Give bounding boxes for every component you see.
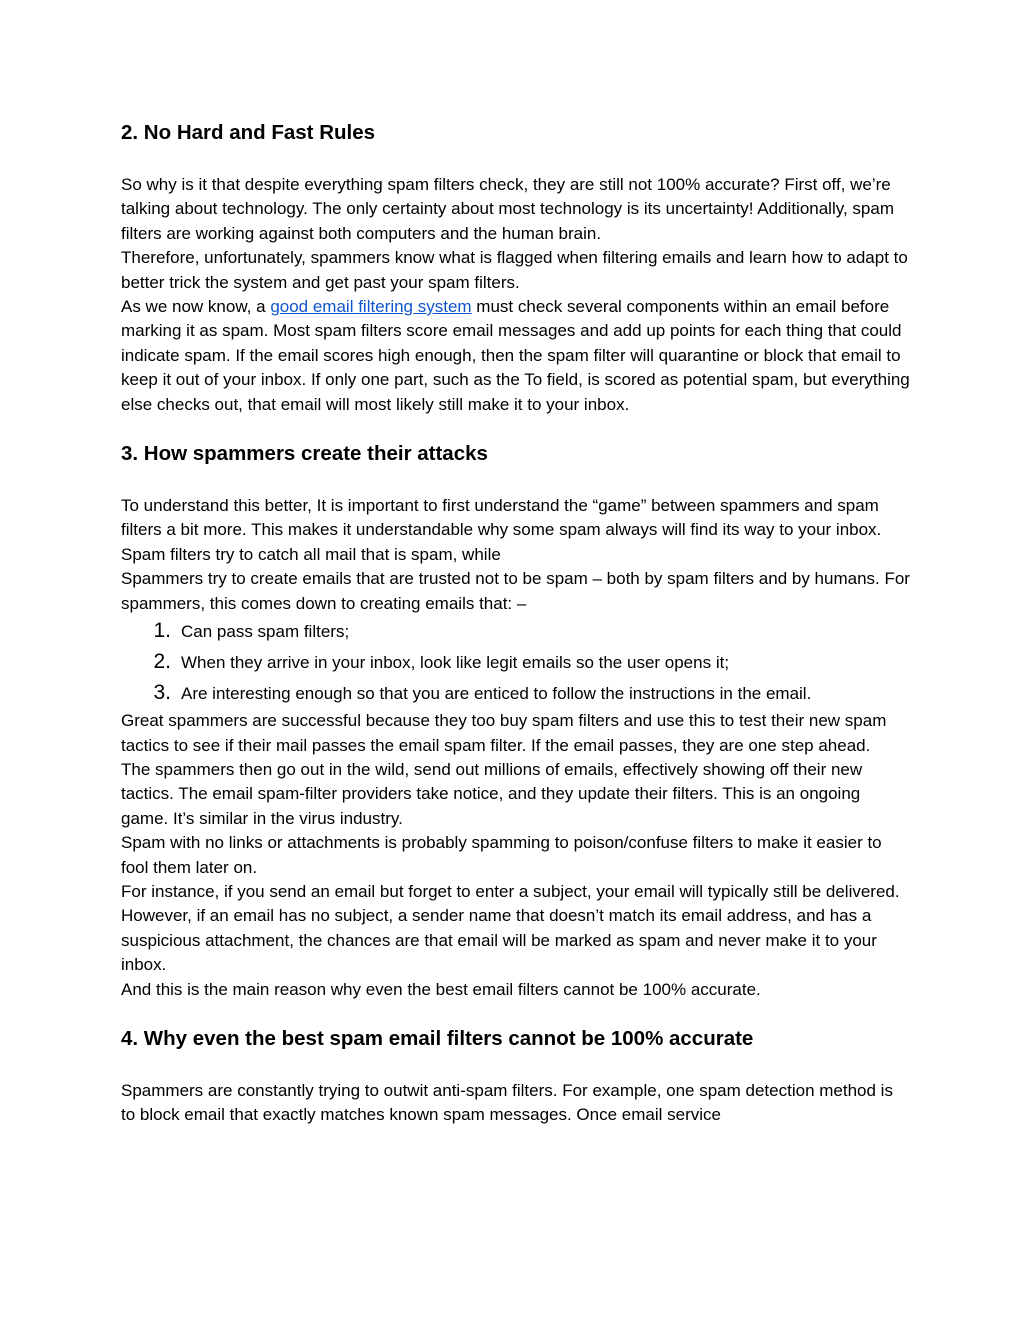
section-3-after-4: For instance, if you send an email but forget to enter a subject, your email will typically still be delivered. However, if an email has no subject, a sender name that doesn’t match its email address, and has a suspicious attachment, the chances are that email will be marked as spam and never make it to your inbox. bbox=[121, 881, 900, 975]
list-item bbox=[121, 647, 911, 678]
list-item-text: When they arrive in your inbox, look like legit emails so the user opens it; bbox=[181, 653, 730, 673]
section-3-after-1: Great spammers are successful because they too buy spam filters and use this to test their new spam tactics to see if their mail passes the email spam filter. If the email passes, they are one step ahead. bbox=[121, 711, 887, 755]
section-3-intro-1: To understand this better, It is important to first understand the “game” between spammers and spam filters a bit more. This makes it understandable why some spam always will find its way to your inbox. bbox=[121, 496, 882, 540]
section-2-paragraph-3-after: must check several components within an email before marking it as spam. Most spam filters score email messages and add up points for each thing that could indicate spam. If the email scores high enough, then the spam filter will quarantine or block that email to keep it out of your inbox. If only one part, such as the To field, is scored as potential spam, but everything else checks out, that email will most likely still make it to your inbox. bbox=[121, 297, 910, 414]
list-number: 2. bbox=[153, 650, 171, 674]
section-3-after-5: And this is the main reason why even the best email filters cannot be 100% accurate. bbox=[121, 979, 761, 999]
section-3-after-2: The spammers then go out in the wild, send out millions of emails, effectively showing off their new tactics. The email spam-filter providers take notice, and they update their filters. This is an ongoing game. It’s similar in the virus industry. bbox=[121, 759, 863, 828]
section-4-paragraph-1: Spammers are constantly trying to outwit anti-spam filters. For example, one spam detection method is to block email that exactly matches known spam messages. Once email service bbox=[121, 1080, 893, 1125]
section-3-intro-3: Spammers try to create emails that are trusted not to be spam – both by spam filters and by humans. For spammers, this comes down to creating emails that: – bbox=[121, 569, 910, 613]
list-number: 1. bbox=[153, 619, 171, 643]
section-3-heading: 3. How spammers create their attacks bbox=[121, 442, 488, 466]
list-item-text: Can pass spam filters; bbox=[181, 622, 350, 642]
section-2-paragraph-1: So why is it that despite everything spam filters check, they are still not 100% accurate? First off, we’re talking about technology. The only certainty about most technology is its uncertainty! Additionally, spam filters are working against both computers and the human brain. bbox=[121, 175, 894, 243]
list-item bbox=[121, 678, 911, 709]
good-email-filtering-system-link[interactable]: good email filtering system bbox=[270, 297, 472, 317]
spammer-goals-list bbox=[121, 616, 911, 709]
section-3-after-3: Spam with no links or attachments is probably spamming to poison/confuse filters to make it easier to fool them later on. bbox=[121, 833, 882, 877]
list-item-text: Are interesting enough so that you are enticed to follow the instructions in the email. bbox=[181, 684, 812, 704]
section-4-heading: 4. Why even the best spam email filters cannot be 100% accurate bbox=[121, 1026, 754, 1050]
list-item bbox=[121, 616, 911, 647]
document-page bbox=[121, 118, 911, 1128]
section-2-paragraph-2: Therefore, unfortunately, spammers know what is flagged when filtering emails and learn how to adapt to better trick the system and get past your spam filters. bbox=[121, 248, 908, 292]
section-2-paragraph-3-before: As we now know, a bbox=[121, 297, 271, 317]
section-3-intro-2: Spam filters try to catch all mail that is spam, while bbox=[121, 544, 501, 564]
list-number: 3. bbox=[153, 681, 171, 705]
section-2-heading: 2. No Hard and Fast Rules bbox=[121, 121, 376, 144]
section-2-paragraph-3 bbox=[121, 295, 911, 417]
